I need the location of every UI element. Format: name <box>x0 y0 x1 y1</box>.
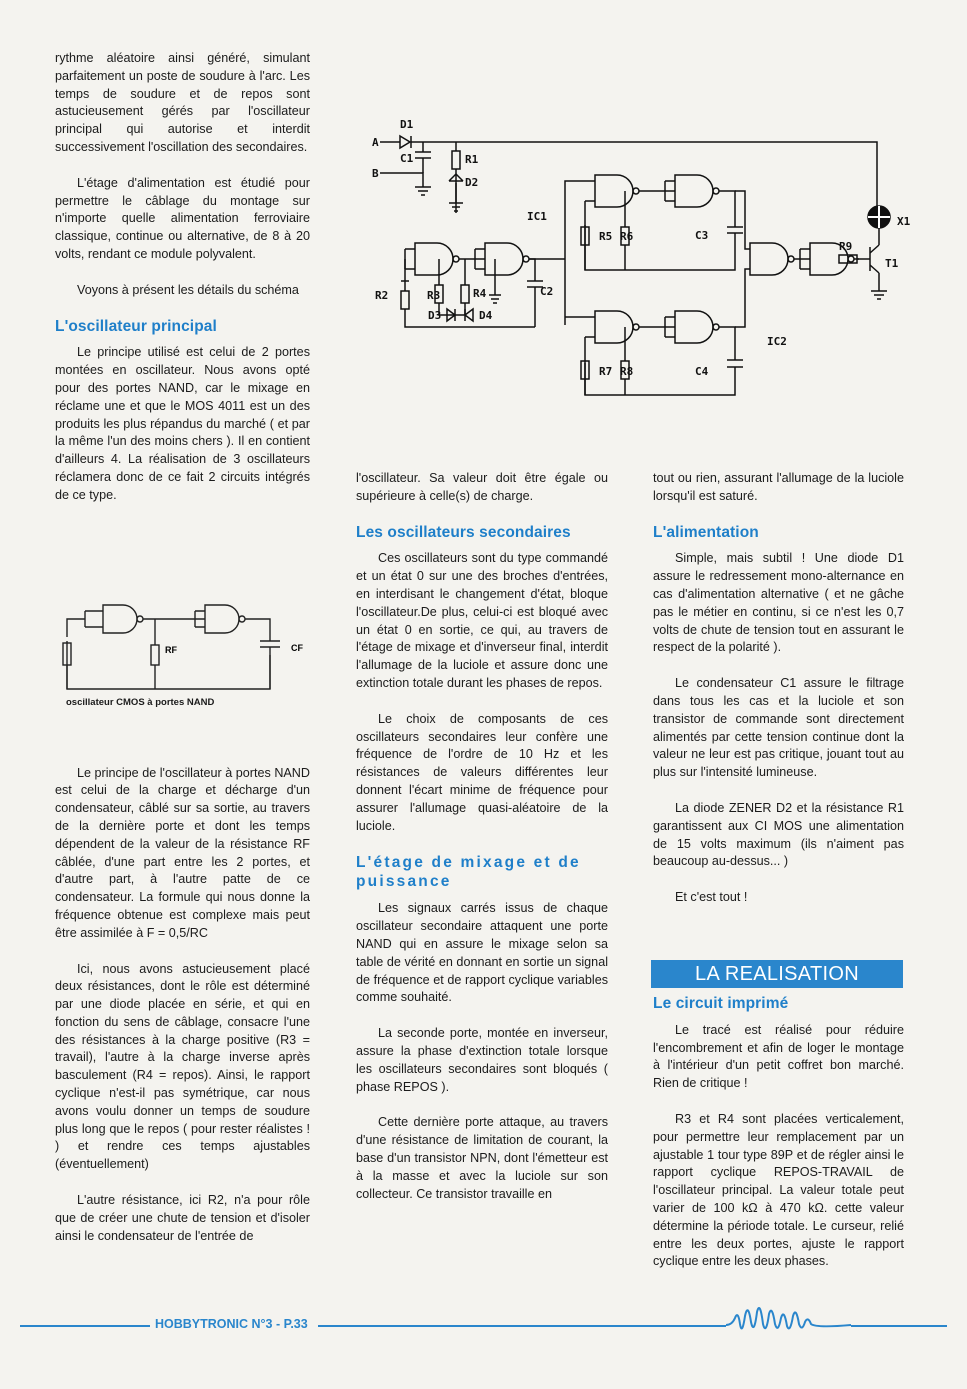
label-c1: C1 <box>400 152 414 165</box>
footer-line-left <box>20 1325 150 1327</box>
secondaires-paragraph-1: Ces oscillateurs sont du type commandé et un état 0 sur une des broches d'entrées, en interdisant le changement d'état, bloque l'oscillateur.De plus, celui-ci est bloqué avec un état 0 en sortie, ce qui, au travers de l'étage de mixage et d'inverseur final, interdit l'allumage de la luciole et assure donc une extinction totale durant les phases de repos. <box>356 551 608 690</box>
alimentation-paragraph-4: Et c'est tout ! <box>675 890 748 905</box>
label-r9: R9 <box>839 240 853 253</box>
voyons-paragraph: Voyons à présent les détails du schéma <box>77 282 299 297</box>
principe-paragraph: Le principe de l'oscillateur à portes NAND est celui de la charge et décharge d'un condensateur, câblé sur sa sortie, au travers de la dernière porte et dont les temps dépendent de la valeur de la résistance RF câblée, d'une part entre les 2 portes, et d'autre part, à l'autre patte de ce condensateur. La formule qui nous donne la fréquence obtenue est complexe mais peut être assimilée à F = 0,5/RC <box>55 765 310 940</box>
mixage-heading: L'étage de mixage et de puissance <box>356 854 581 891</box>
footer-line-end <box>851 1325 947 1327</box>
label-b: B <box>372 167 379 180</box>
alimentation-paragraph-1: Simple, mais subtil ! Une diode D1 assure le redressement mono-alternance en cas d'alimentation alternative ( et ne gâche pas le métier en continu, si ce n'est les 0,7 volts de chute de tension tout en assurant le respect de la polarité ). <box>653 551 904 655</box>
secondaires-paragraph-2: Le choix de composants de ces oscillateurs secondaires leur confère une fréquence de l'ordre de 10 Hz et les résistances de valeurs différentes leur donnent l'écart minime de fréquence pour assurer l'allumage quasi-aléatoire de la luciole. <box>356 711 608 833</box>
label-x1: X1 <box>897 215 911 228</box>
label-c4: C4 <box>695 365 709 378</box>
circuit-paragraph-2: R3 et R4 sont placées verticalement, pour permettre leur remplacement par un ajustable 1 tour type 89P et de régler ainsi le rapport cyclique REPOS-TRAVAIL de l'oscillateur principal. La valeur totale peut varier de 100 kΩ à 470 kΩ. cette valeur détermine la période totale. Le curseur, relié entre les deux portes, ajuste le rapport cyclique entre les deux phases. <box>653 1111 904 1269</box>
ici-paragraph: Ici, nous avons astucieusement placé deux résistances, dont le rôle est déterminé par une diode placée en série, et qui en fonction du sens de câblage, consacre l'une des résistances à la charge positive (R3 = travail), l'autre à la charge inverse après basculement (R4 = repos). Ainsi, le rapport cyclique n'est-il pas symétrique, car nous avons voulu donner un temps de soudure plus long que le repos ( pour rester réalistes ! ) et rendre ces temps ajustables (éventuellement) <box>55 961 310 1172</box>
alimentation-paragraph-3: La diode ZENER D2 et la résistance R1 garantissent aux CI MOS une alimentation de 15 volts maximum (ils n'aiment pas beaucoup au-dessus... ) <box>653 800 904 869</box>
label-a: A <box>372 136 379 149</box>
figure-caption: oscillateur CMOS à portes NAND <box>66 697 215 708</box>
waveform-ornament <box>726 1298 851 1340</box>
alimentation-paragraph-2: Le condensateur C1 assure le filtrage dans tous les cas et la luciole et son transistor de commande sont directement alimentés par cette tension continue dont la valeur ne leur est pas critique, jouant tout au plus sur l'intensité lumineuse. <box>653 676 904 780</box>
circuit-schematic <box>355 95 920 410</box>
label-r2: R2 <box>375 289 389 302</box>
intro-paragraph: rythme aléatoire ainsi généré, simulant parfaitement un poste de soudure à l'arc. Les temps de soudure et de repos sont astucieusement gérés par l'oscillateur principal qui autorise et interdit successivement l'oscillation des secondaires. <box>55 51 310 154</box>
label-rf: RF <box>165 645 177 655</box>
label-d2: D2 <box>465 176 479 189</box>
footer-text: HOBBYTRONIC N°3 - P.33 <box>155 1317 308 1331</box>
label-ic2: IC2 <box>767 335 787 348</box>
alimentation-heading: L'alimentation <box>653 523 759 541</box>
label-d4: D4 <box>479 309 493 322</box>
oscillateurs-secondaires-heading: Les oscillateurs secondaires <box>356 523 571 541</box>
label-r8: R8 <box>620 365 634 378</box>
column-2 <box>356 470 608 1221</box>
realisation-banner: LA REALISATION <box>651 960 903 988</box>
oscillateur-principal-heading: L'oscillateur principal <box>55 317 217 335</box>
label-d3: D3 <box>428 309 442 322</box>
column2-continuation: l'oscillateur. Sa valeur doit être égale ou supérieure à celle(s) de charge. <box>356 471 608 503</box>
column3-continuation: tout ou rien, assurant l'allumage de la luciole lorsqu'il est saturé. <box>653 471 904 503</box>
circuit-imprime-heading: Le circuit imprimé <box>653 994 789 1012</box>
oscillateur-paragraph: Le principe utilisé est celui de 2 portes montées en oscillateur. Nous avons opté pour des portes NAND, car le mixage en réclame une et que le MOS 4011 est un des produits les plus répandus du marché ( et par la même l'un des moins chers ). Il en contient d'ailleurs 4. La réalisation de 3 oscillateurs réclamera donc de ce fait 2 circuits intégrés de ce type. <box>55 345 310 502</box>
label-r7: R7 <box>599 365 613 378</box>
column-3 <box>653 470 904 1289</box>
mixage-paragraph-2: La seconde porte, montée en inverseur, assure la phase d'extinction totale lorsque les oscillateurs secondaires sont bloqués ( phase REPOS ). <box>356 1026 608 1094</box>
label-t1: T1 <box>885 257 899 270</box>
footer-line-right <box>318 1325 726 1327</box>
label-r1: R1 <box>465 153 479 166</box>
label-c2: C2 <box>540 285 554 298</box>
autre-paragraph: L'autre résistance, ici R2, n'a pour rôle que de créer une chute de tension et d'isoler ainsi le condensateur de l'entrée de <box>55 1193 310 1243</box>
label-r6: R6 <box>620 230 634 243</box>
label-d1: D1 <box>400 118 414 131</box>
label-r3: R3 <box>427 289 441 302</box>
mixage-paragraph-1: Les signaux carrés issus de chaque oscillateur secondaire attaquent une porte NAND qui en assure le mixage selon sa table de vérité en donnant en sortie un signal de fréquence et de rapport cyclique variables comme souhaité. <box>356 901 608 1005</box>
label-c3: C3 <box>695 229 709 242</box>
label-r4: R4 <box>473 287 487 300</box>
mixage-paragraph-3: Cette dernière porte attaque, au travers d'une résistance de limitation de courant, la base d'un transistor NPN, dont l'émetteur est à la masse et avec la luciole sur son collecteur. Ce transistor travaille en <box>356 1115 608 1201</box>
alimentation-paragraph: L'étage d'alimentation est étudié pour permettre le câblage du montage sur n'importe quelle alimentation ferroviaire classique, continue ou alternative, de 8 à 20 volts, rendant ce module polyvalent. <box>55 175 310 261</box>
label-r5: R5 <box>599 230 613 243</box>
label-ic1: IC1 <box>527 210 547 223</box>
circuit-paragraph-1: Le tracé est réalisé pour réduire l'encombrement et afin de loger le montage à l'intérieur d'un petit coffret bon marché. Rien de critique ! <box>653 1022 904 1091</box>
label-cf: CF <box>291 643 303 653</box>
